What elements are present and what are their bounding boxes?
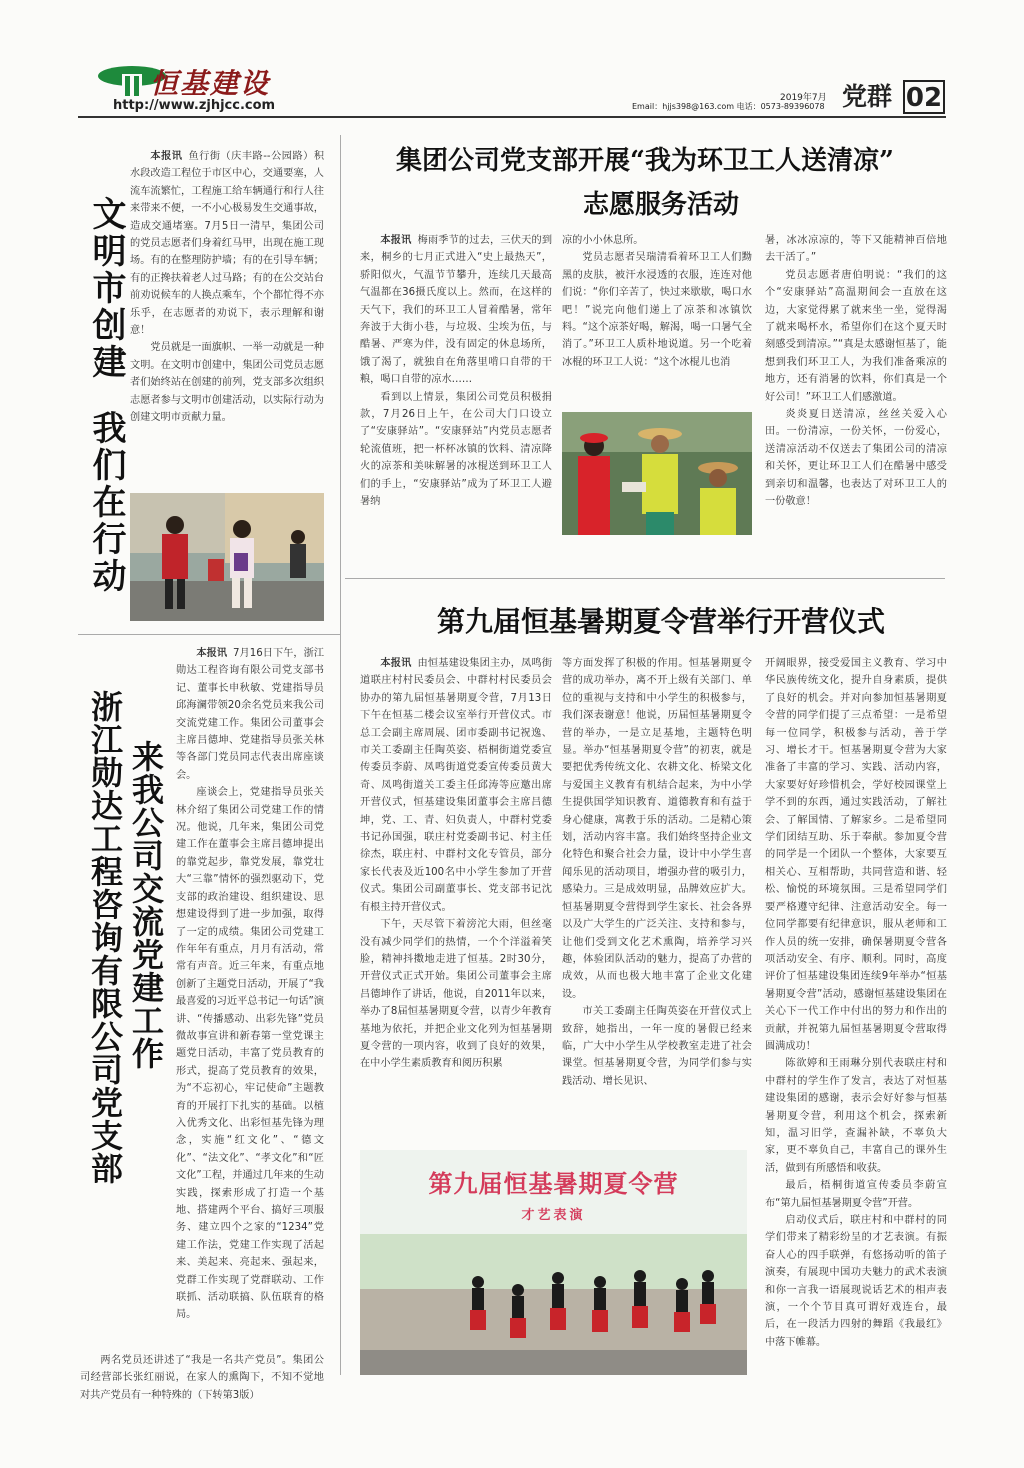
article2-col1-p1: 梅雨季节的过去，三伏天的到来，桐乡的七月正式进入“史上最热天”，骄阳似火，气温节节攀升，连续几天最高气温都在36摄氏度以上。然而，在这样的天气下，我们的环卫工人冒着酷暑，常年奔波于大街小巷，与垃圾、尘埃为伍，与酷暑、严寒为伴，没有固定的休息场所，饿了渴了，就独自在角落里啃口自带的干粮，喝口自带的凉水…… bbox=[360, 235, 553, 386]
article2-col3-p2: 党员志愿者唐伯明说：“我们的这个“安康驿站”高温期间会一直放在这边，大家觉得累了就来坐一坐，觉得渴了就来喝杯水，希望你们在这个夏天时刻感受到清凉。”“真是太感谢恒基了，能想到我们环卫工人，为我们准备乘凉的地方，还有消暑的饮料，你们真是一个好公司！”环卫工人们感激道。 bbox=[765, 269, 947, 403]
article2-col1 bbox=[360, 232, 552, 572]
article3-p3: 两名党员还讲述了“我是一名共产党员”。集团公司经营部长张红丽说，在家人的熏陶下，不知不觉地对共产党员有一种特殊的 bbox=[80, 1355, 324, 1401]
page-number: 02 bbox=[903, 80, 945, 114]
article4-col2-p2: 市关工委副主任陶英姿在开营仪式上致辞，她指出，一年一度的暑假已经来临，广大中小学生从学校教室走进了社会课堂。恒基暑期夏令营，为同学们参与实践活动、增长见识、 bbox=[562, 1006, 752, 1087]
article4-col2-p1: 等方面发挥了积极的作用。恒基暑期夏令营的成功举办，离不开上级有关部门、单位的重视与支持和中小学生的积极参与，我们深表谢意！他说，历届恒基暑期夏令营的举办，一是立足基地，主题特色明显。举办“恒基暑期夏令营”的初衷，就是要把优秀传统文化、农耕文化、桥梁文化与爱国主义教育有机结合起来，为中小学生提供国学知识教育、道德教育和有益于身心健康，寓教于乐的活动。二是精心策划，活动内容丰富。我们始终坚持企业文化特色和聚合社会力量，设计中小学生喜闻乐见的活动项目，增强办营的吸引力，感染力。三是成效明显，品牌效应扩大。恒基暑期夏令营得到学生家长、社会各界以及广大学生的广泛关注、支持和参与，让他们受到文化艺术熏陶，培养学习兴趣，体验团队活动的魅力，提高了办营的成效，从而也极大地丰富了企业文化建设。 bbox=[562, 658, 752, 1000]
section-divider-right bbox=[345, 578, 945, 579]
article4-col2 bbox=[562, 655, 752, 1145]
header-rule bbox=[78, 116, 946, 118]
article1-title-2: 我们在行动 bbox=[86, 410, 126, 595]
article4-lead: 本报讯 bbox=[380, 658, 412, 669]
article4-col3 bbox=[765, 655, 947, 1375]
article2-col3-p1: 暑，冰冰凉凉的，等下又能精神百倍地去干活了。” bbox=[765, 235, 947, 264]
article1-body bbox=[130, 148, 324, 483]
article3-p1: 7月16日下午，浙江勋达工程咨询有限公司党支部书记、董事长申秋敏、党建指导员邱海澜带领20余名党员来我公司交流党建工作。集团公司董事会主席吕德坤、党建指导员张关林等各部门党员同志代表出席座谈会。 bbox=[176, 648, 324, 781]
volunteer-photo bbox=[130, 493, 324, 621]
article4-col3-p3: 最后，梧桐街道宣传委员李蔚宣布“第九届恒基暑期夏令营”开营。 bbox=[765, 1180, 947, 1209]
article2-col3 bbox=[765, 232, 947, 572]
issue-date: 2019年7月 bbox=[780, 93, 827, 103]
article2-col1-p2: 看到以上情景，集团公司党员积极捐款，7月26日上午，在公司大门口设立了“安康驿站”。“安康驿站”内党员志愿者轮流值班，把一杯杯冰镇的饮料、清凉降火的凉茶和美味解暑的冰棍送到环卫工人们的手上，“安康驿站”成为了环卫工人避暑纳 bbox=[360, 391, 552, 508]
photo-banner-title: 第九届恒基暑期夏令营 bbox=[428, 1169, 679, 1198]
article3-title-1: 浙江勋达工程咨询有限公司党支部 bbox=[86, 690, 124, 1185]
article4-col1 bbox=[360, 655, 552, 1145]
article1-p2: 党员就是一面旗帜、一举一动就是一种文明。在文明市创建中，集团公司党员志愿者们始终站在创建的前列，党支部多次组织志愿者参与文明市创建活动，以实际行动为创建文明市贡献力量。 bbox=[130, 342, 324, 424]
masthead-url[interactable]: http://www.zjhjcc.com bbox=[113, 98, 276, 113]
section-divider-left bbox=[78, 634, 340, 635]
article1-title-1: 文明市创建 bbox=[86, 196, 126, 381]
article3-lead: 本报讯 bbox=[196, 648, 228, 659]
article2-lead: 本报讯 bbox=[380, 235, 412, 246]
article2-title-1: 集团公司党支部开展“我为环卫工人送清凉” bbox=[396, 146, 894, 176]
article2-col3-p3: 炎炎夏日送清凉，丝丝关爱入心田。一份清凉，一份关怀，一份爱心，送清凉活动不仅送去了集团公司的清凉和关怀，更让环卫工人们在酷暑中感受到亲切和温馨，也表达了对环卫工人的一份敬意！ bbox=[765, 409, 947, 508]
article2-col2-p2: 党员志愿者吴瑞清看着环卫工人们黝黑的皮肤，被汗水浸透的衣服，连连对他们说：“你们辛苦了，快过来歇歇，喝口水吧！”说完向他们递上了凉茶和冰镇饮料。“这个凉茶好喝，解渴，喝一口暑气全消了。”环卫工人质朴地说道。另一个吃着冰棍的环卫工人说：“这个冰棍儿也消 bbox=[562, 252, 752, 368]
article4-title: 第九届恒基暑期夏令营举行开营仪式 bbox=[436, 605, 885, 638]
article4-col3-p1: 开阔眼界，接受爱国主义教育、学习中华民族传统文化，提升自身素质，提供了良好的机会。并对向参加恒基暑期夏令营的同学们提了三点希望：一是希望每一位同学，积极参与活动，善于学习、增长才干。恒基暑期夏令营为大家准备了丰富的学习、实践、活动内容，大家要好好珍惜机会，学好校园课堂上学不到的东西，通过实践活动，了解社会、了解国情、了解家乡。二是希望同学们团结互助、乐于奉献。参加夏令营的同学是一个团队一个整体，大家要互相关心、互相帮助，共同营造和谐、轻松、愉悦的环境氛围。三是希望同学们要严格遵守纪律、注意活动安全。每一位同学都要有纪律意识，服从老师和工作人员的统一安排，确保暑期夏令营各项活动安全、有序、顺利。同时，高度评价了恒基建设集团连续9年举办“恒基暑期夏令营”活动，感谢恒基建设集团在关心下一代工作中付出的努力和作出的贡献，并祝第九届恒基暑期夏令营取得圆满成功！ bbox=[765, 658, 947, 1052]
masthead-name: 恒基建设 bbox=[150, 67, 271, 100]
article4-col1-p2: 下午，天尽管下着滂沱大雨，但丝毫没有减少同学们的热情，一个个洋溢着笑脸，精神抖擞地走进了恒基。2时30分，开营仪式正式开始。集团公司董事会主席吕德坤作了讲话，他说，自2011年以来，举办了8届恒基暑期夏令营，以青少年教育基地为依托，并把企业文化列为恒基暑期夏令营的一项内容，收到了良好的效果，在中小学生素质教育和阅历积累 bbox=[360, 919, 552, 1070]
article2-col2-p1: 凉的小小休息所。 bbox=[562, 235, 644, 246]
summer-camp-photo bbox=[360, 1150, 747, 1375]
column-divider bbox=[340, 135, 341, 1375]
section-name: 党群 bbox=[841, 82, 892, 111]
article4-col3-p2: 陈欲婷和王雨琳分别代表联庄村和中群村的学生作了发言，表达了对恒基建设集团的感谢，表示会好好参与恒基暑期夏令营，利用这个机会，探索新知，温习旧学，查漏补缺，不辜负大家，更不辜负自己，丰富自己的课外生活，做到有所感悟和收获。 bbox=[765, 1058, 947, 1174]
article3-tail bbox=[80, 1352, 324, 1424]
article3-title-2: 来我公司交流党建工作 bbox=[127, 740, 165, 1070]
sanitation-workers-photo bbox=[562, 412, 752, 535]
article3-body-top bbox=[176, 645, 324, 1321]
article3-continued[interactable]: （下转第3版） bbox=[192, 1389, 260, 1401]
photo-banner-subtitle: 才艺表演 bbox=[521, 1208, 586, 1223]
contact-info: Email：hjjs398@163.com 电话：0573-89396078 bbox=[632, 102, 825, 111]
article2-title-2: 志愿服务活动 bbox=[582, 190, 739, 220]
article4-col1-p1: 由恒基建设集团主办，凤鸣街道联庄村村民委员会、中群村村民委员会协办的第九届恒基暑期夏令营，7月13日下午在恒基二楼会议室举行开营仪式。市总工会副主席周展、团市委副书记祝逸、市关工委副主任陶英姿、梧桐街道党委宣传委员李蔚、凤鸣街道党委宣传委员黄大奇、凤鸣街道关工委主任邱涛等应邀出席开营仪式，恒基建设集团董事会主席吕德坤，党、工、青、妇负责人，中群村党委书记孙国强，联庄村党委副书记、村主任徐杰，联庄村、中群村文化专管员，部分家长代表及近100名中小学生参加了开营仪式。集团公司副董事长、党支部书记沈有根主持开营仪式。 bbox=[360, 658, 553, 913]
article4-col3-p4: 启动仪式后，联庄村和中群村的同学们带来了精彩纷呈的才艺表演。有振奋人心的四手联弹，有悠扬动听的笛子演奏，有展现中国功夫魅力的武术表演和你一言我一语展现说话艺术的相声表演，一个个节目真可谓好戏连台，最后，在一段活力四射的舞蹈《我最红》中落下帷幕。 bbox=[765, 1215, 947, 1348]
article1-lead: 本报讯 bbox=[150, 151, 183, 162]
article3-p2: 座谈会上，党建指导员张关林介绍了集团公司党建工作的情况。他说，几年来，集团公司党建工作在董事会主席吕德坤提出的靠党起步，靠党发展，靠党壮大“三靠”情怀的强烈驱动下，党支部的政治建设、组织建设、思想建设得到了进一步加强，取得了一定的成绩。集团公司党建工作年年有重点，月月有活动，常常有声音。近三年来，有重点地创新了主题党日活动，开展了“我最喜爱的习近平总书记一句话”演讲、“传播感动、出彩先锋”党员微故事宣讲和新春第一堂党课主题党日活动，丰富了党员教育的形式，提高了党员教育的效果，为“不忘初心，牢记使命”主题教育的开展打下扎实的基础。以植入优秀文化、出彩恒基先锋为理念，实施“红文化”、“德文化”、“法文化”、“孝文化”和“匠文化”工程，并通过几年来的生动实践，探索形成了打造一个基地、搭建两个平台、搞好三项服务、建立四个之家的“1234”党建工作法，党建工作实现了活起来、美起来、亮起来、强起来，党群工作实现了党群联动、工作联抓、活动联搞、队伍联育的格局。 bbox=[176, 787, 324, 1321]
article1-p1: 鱼行街（庆丰路--公园路）积水段改造工程位于市区中心，交通要塞，人流车流繁忙，工程施工给车辆通行和行人往来带来不便，一不小心极易发生交通事故，造成交通堵塞。7月5日一清早，集团公司的党员志愿者们身着红马甲，出现在施工现场。有的在整理防护墙；有的在引导车辆；有的正搀扶着老人过马路；有的在公交站台前劝说候车的人换点乘车，个个都忙得不亦乐乎，在志愿者的劝说下，表示理解和谢意！ bbox=[130, 151, 325, 337]
article2-col2 bbox=[562, 232, 752, 407]
